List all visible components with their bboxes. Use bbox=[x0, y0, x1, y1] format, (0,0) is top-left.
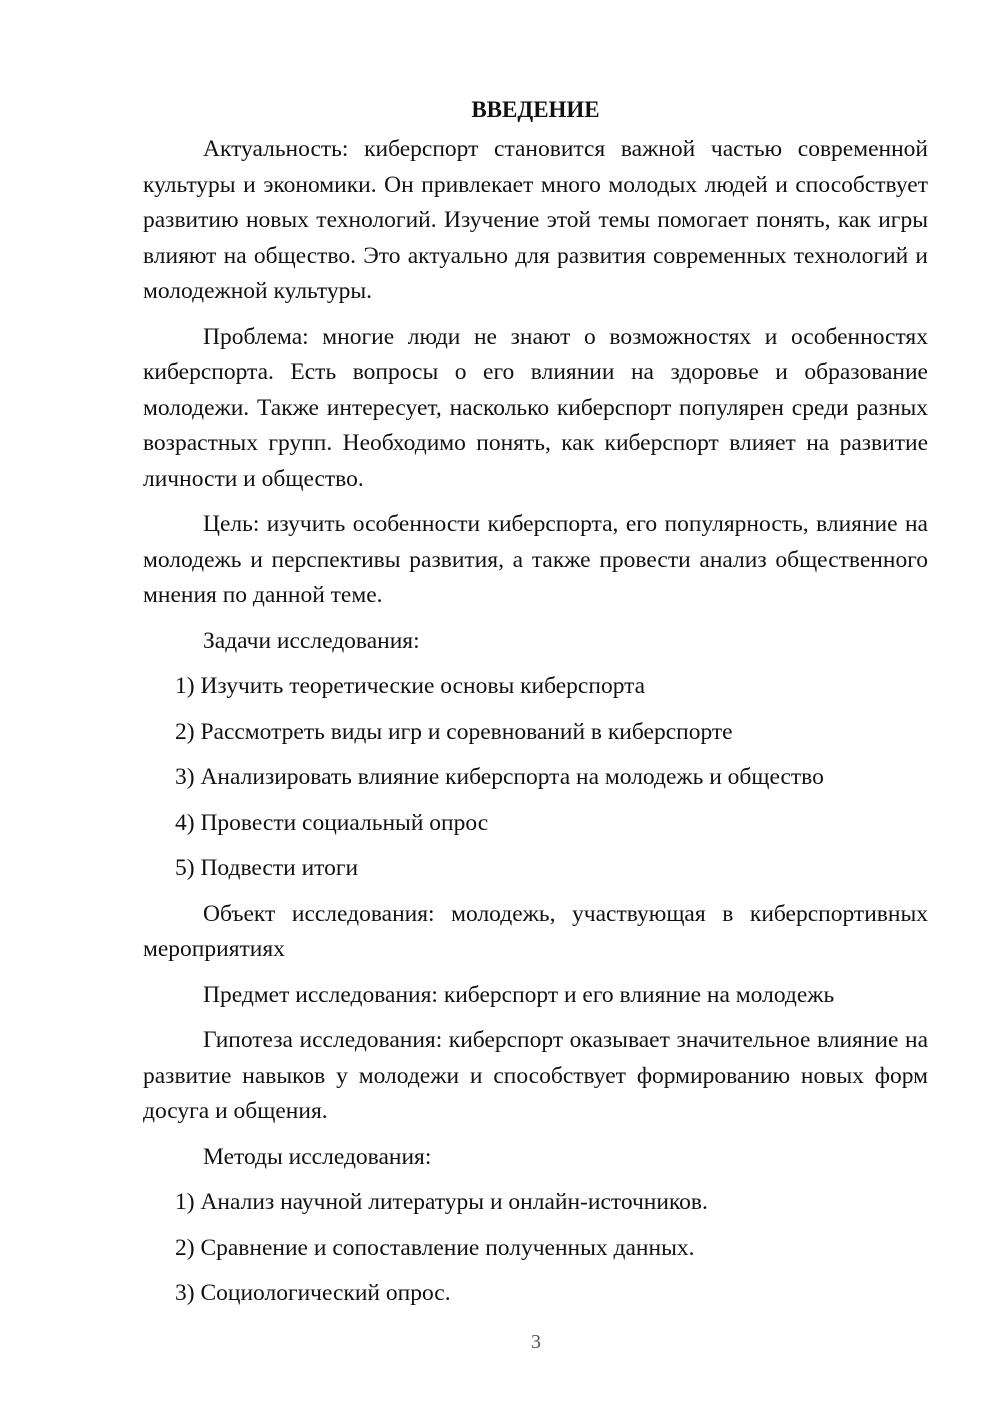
task-item: 1) Изучить теоретические основы киберспорта bbox=[175, 673, 646, 699]
methods-label: Методы исследования: bbox=[203, 1143, 432, 1170]
problem-paragraph: Проблема: многие люди не знают о возможностях и особенностях киберспорта. Есть вопросы о его влиянии на здоровье и образование молодежи. Также интересует, насколько киберспорт популярен среди разных возрастных групп. Необходимо понять, как киберспорт влияет на развитие личности и общество. bbox=[143, 323, 928, 492]
page-number: 3 bbox=[531, 1331, 541, 1353]
method-item: 1) Анализ научной литературы и онлайн-источников. bbox=[175, 1189, 708, 1215]
relevance-paragraph: Актуальность: киберспорт становится важной частью современной культуры и экономики. Он привлекает много молодых людей и способствует развитию новых технологий. Изучение этой темы помогает понять, как игры влияют на общество. Это актуально для развития современных технологий и молодежной культуры. bbox=[143, 136, 928, 304]
method-item: 2) Сравнение и сопоставление полученных данных. bbox=[175, 1234, 695, 1261]
task-item: 5) Подвести итоги bbox=[175, 855, 359, 881]
method-item: 3) Социологический опрос. bbox=[175, 1280, 451, 1306]
subject-paragraph: Предмет исследования: киберспорт и его влияние на молодежь bbox=[203, 981, 835, 1008]
object-paragraph: Объект исследования: молодежь, участвующая в киберспортивных мероприятиях bbox=[143, 900, 928, 962]
task-item: 4) Провести социальный опрос bbox=[175, 809, 489, 836]
task-item: 2) Рассмотреть виды игр и соревнований в киберспорте bbox=[175, 718, 733, 745]
goal-paragraph: Цель: изучить особенности киберспорта, его популярность, влияние на молодежь и перспективы развития, а также провести анализ общественного мнения по данной теме. bbox=[143, 511, 928, 608]
tasks-label: Задачи исследования: bbox=[203, 627, 420, 654]
document-body bbox=[143, 92, 928, 1312]
task-item: 3) Анализировать влияние киберспорта на молодежь и общество bbox=[175, 764, 824, 790]
hypothesis-paragraph: Гипотеза исследования: киберспорт оказывает значительное влияние на развитие навыков у молодежи и способствует формированию новых форм досуга и общения. bbox=[143, 1027, 928, 1124]
page-title: ВВЕДЕНИЕ bbox=[471, 97, 600, 122]
